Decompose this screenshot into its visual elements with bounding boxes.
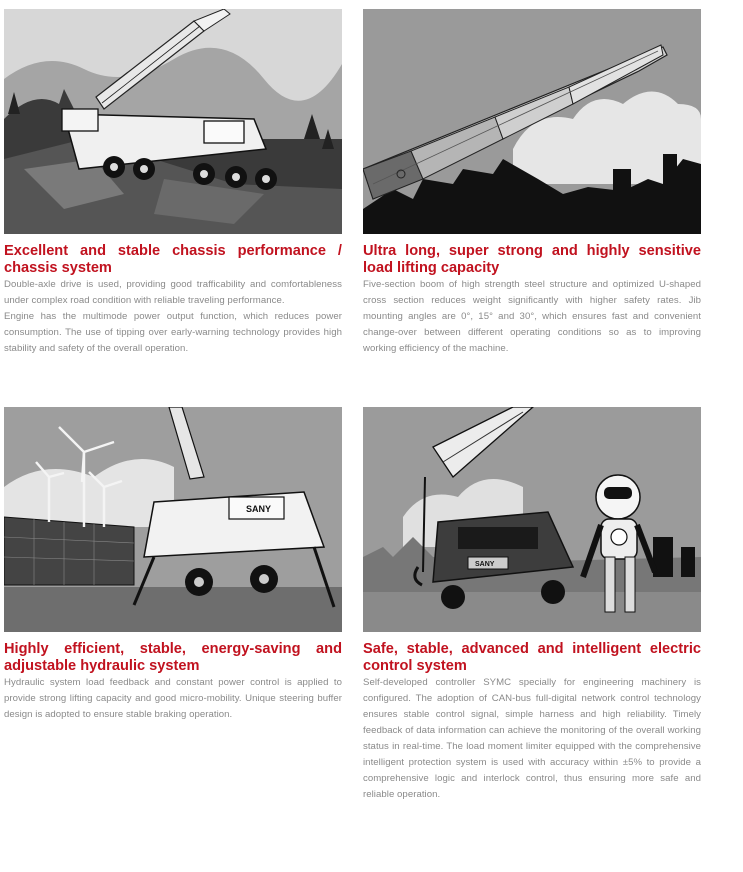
crane-on-rocks-illustration [4,9,342,234]
sany-logo: SANY [246,504,272,514]
section-paragraph: Double-axle drive is used, providing good trafficability and comfortableness under complex road condition with reliable traveling performance. [4,279,342,306]
section-title: Safe, stable, advanced and intelligent electric control system [363,641,701,674]
telescopic-boom-illustration [363,9,701,234]
sany-grille-logo: SANY [475,561,495,568]
crane-with-robot-illustration [363,407,701,632]
section-title: Highly efficient, stable, energy-saving and adjustable hydraulic system [4,641,342,674]
section-paragraph: Five-section boom of high strength steel structure and optimized U-shaped cross section reduces weight significantly with higher safety rates. Jib mounting angles are 0°, 15° and 30°, which ensures fast and convenient change-over between different operating conditions so as to improving working efficiency of the machine. [363,279,701,354]
section-body [363,277,701,357]
section-boom [363,9,701,357]
section-body [363,675,701,803]
section-paragraph: Hydraulic system load feedback and constant power control is applied to provide strong lifting capacity and good micro-mobility. Unique steering buffer design is adopted to ensure stable braking operation. [4,677,342,720]
section-title: Ultra long, super strong and highly sensitive load lifting capacity [363,243,701,276]
section-chassis [4,9,342,357]
section-hydraulic [4,407,342,723]
section-title: Excellent and stable chassis performance / chassis system [4,243,342,276]
section-paragraph: Self-developed controller SYMC specially for engineering machinery is configured. The adoption of CAN-bus full-digital network control technology ensures stable control signal, simple harness and high reliability. Timely feedback of data information can achieve the monitoring of the overall working status in real-time. The load moment limiter equipped with the comprehensive intelligent protection system is used with accuracy within ±5% to provide a comprehensive logic and interlock control, thus ensuring more safe and reliable operation. [363,677,701,800]
section-paragraph: Engine has the multimode power output function, which reduces power consumption. The use of tipping over early-warning technology provides high stability and safety of the overall operation. [4,311,342,354]
section-body [4,675,342,723]
crane-with-wind-turbines-illustration [4,407,342,632]
section-electric [363,407,701,803]
section-body [4,277,342,357]
